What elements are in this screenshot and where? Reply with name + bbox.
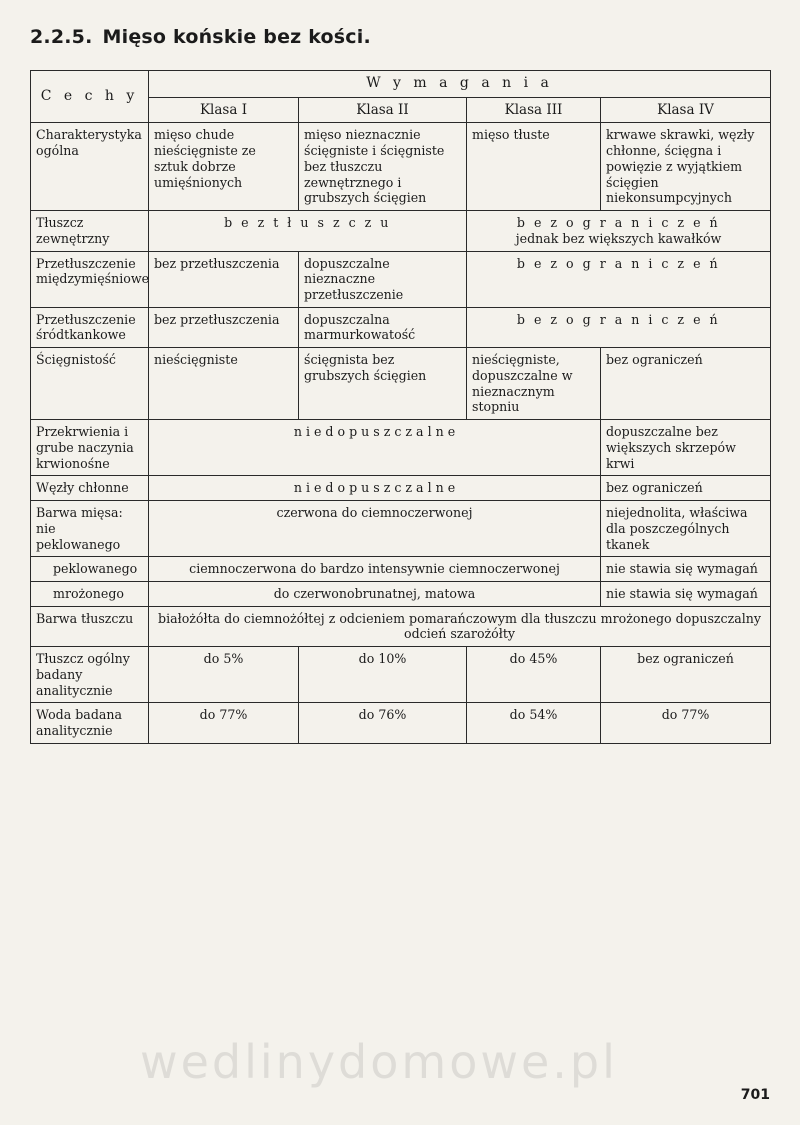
cell-k4: do 77% (601, 703, 771, 743)
cell-text: jednak bez większych kawałków (515, 230, 722, 246)
cell-k1-k4: białożółta do ciemnożółtej z odcieniem pomarańczowym dla tłuszczu mrożonego dopuszczalny odcień szarożółty (149, 606, 771, 646)
table-row (31, 606, 771, 646)
cell-k4: bez ograniczeń (601, 647, 771, 703)
row-label: Tłuszcz ogólny badany analitycznie (31, 647, 149, 703)
cell-k3-k4: b e z o g r a n i c z e ń (467, 251, 771, 307)
row-label: Tłuszcz zewnętrzny (31, 211, 149, 251)
row-label: Woda badana analitycznie (31, 703, 149, 743)
cell-k2: mięso nieznacznie ścięgniste i ścięgniste bez tłuszczu zewnętrznego i grubszych ścięgien (299, 123, 467, 211)
row-label: peklowanego (31, 557, 149, 582)
cell-k4: dopuszczalne bez większych skrzepów krwi (601, 420, 771, 476)
header-wymagania: W y m a g a n i a (149, 71, 771, 98)
row-label: mrożonego (31, 582, 149, 607)
cell-k1-k3: ciemnoczerwona do bardzo intensywnie ciemnoczerwonej (149, 557, 601, 582)
table-row (31, 647, 771, 703)
cell-k1-k3: n i e d o p u s z c z a l n e (149, 476, 601, 501)
cell-k4: bez ograniczeń (601, 348, 771, 420)
table-row (31, 501, 771, 557)
row-label: Węzły chłonne (31, 476, 149, 501)
header-klasa-3: Klasa III (467, 97, 601, 123)
cell-k2: dopuszczalne nieznaczne przetłuszczenie (299, 251, 467, 307)
table-row (31, 251, 771, 307)
table-row (31, 582, 771, 607)
cell-k3: nieścięgniste, dopuszczalne w nieznacznym stopniu (467, 348, 601, 420)
cell-k3-k4 (467, 211, 771, 251)
cell-k3-k4: b e z o g r a n i c z e ń (467, 307, 771, 347)
cell-k1: bez przetłuszczenia (149, 251, 299, 307)
page-number: 701 (740, 1087, 770, 1103)
table-row (31, 476, 771, 501)
cell-k3: do 54% (467, 703, 601, 743)
cell-k4: niejednolita, właściwa dla poszczególnych tkanek (601, 501, 771, 557)
requirements-table (30, 70, 771, 744)
header-klasa-2: Klasa II (299, 97, 467, 123)
cell-k2: do 10% (299, 647, 467, 703)
cell-k1-k3: czerwona do ciemnoczerwonej (149, 501, 601, 557)
watermark: wedlinydomowe.pl (140, 1035, 618, 1089)
section-heading (30, 26, 770, 48)
cell-k1-k3: n i e d o p u s z c z a l n e (149, 420, 601, 476)
header-klasa-1: Klasa I (149, 97, 299, 123)
row-label: Barwa mięsa: nie peklowanego (31, 501, 149, 557)
row-label: Przetłuszczenie międzymięśniowe (31, 251, 149, 307)
row-label: Charakterystyka ogólna (31, 123, 149, 211)
cell-k1-k3: do czerwonobrunatnej, matowa (149, 582, 601, 607)
table-row (31, 348, 771, 420)
table-row (31, 557, 771, 582)
cell-k1: mięso chude nieścięgniste ze sztuk dobrze umięśnionych (149, 123, 299, 211)
cell-k3: do 45% (467, 647, 601, 703)
cell-k4: nie stawia się wymagań (601, 557, 771, 582)
cell-k4: krwawe skrawki, węzły chłonne, ścięgna i powięzie z wyjątkiem ścięgien niekonsumpcyjnych (601, 123, 771, 211)
cell-k1-k2: b e z t ł u s z c z u (149, 211, 467, 251)
cell-k1: do 5% (149, 647, 299, 703)
section-number: 2.2.5. (30, 26, 93, 48)
table-row (31, 211, 771, 251)
cell-k1: do 77% (149, 703, 299, 743)
cell-text: b e z o g r a n i c z e ń (516, 215, 721, 231)
cell-k2: dopuszczalna marmurkowatość (299, 307, 467, 347)
table-row (31, 420, 771, 476)
row-label: Przetłuszczenie śródtkankowe (31, 307, 149, 347)
row-label: Barwa tłuszczu (31, 606, 149, 646)
table-header-row-1 (31, 71, 771, 98)
table-row (31, 307, 771, 347)
table-row (31, 123, 771, 211)
section-title: Mięso końskie bez kości. (102, 26, 371, 48)
cell-k4: nie stawia się wymagań (601, 582, 771, 607)
header-klasa-4: Klasa IV (601, 97, 771, 123)
row-label: Ścięgnistość (31, 348, 149, 420)
row-label: Przekrwienia i grube naczynia krwionośne (31, 420, 149, 476)
table-row (31, 703, 771, 743)
cell-k2: ścięgnista bez grubszych ścięgien (299, 348, 467, 420)
cell-k4: bez ograniczeń (601, 476, 771, 501)
cell-k1: nieścięgniste (149, 348, 299, 420)
cell-k3: mięso tłuste (467, 123, 601, 211)
cell-k1: bez przetłuszczenia (149, 307, 299, 347)
header-cechy: C e c h y (31, 71, 149, 123)
cell-k2: do 76% (299, 703, 467, 743)
